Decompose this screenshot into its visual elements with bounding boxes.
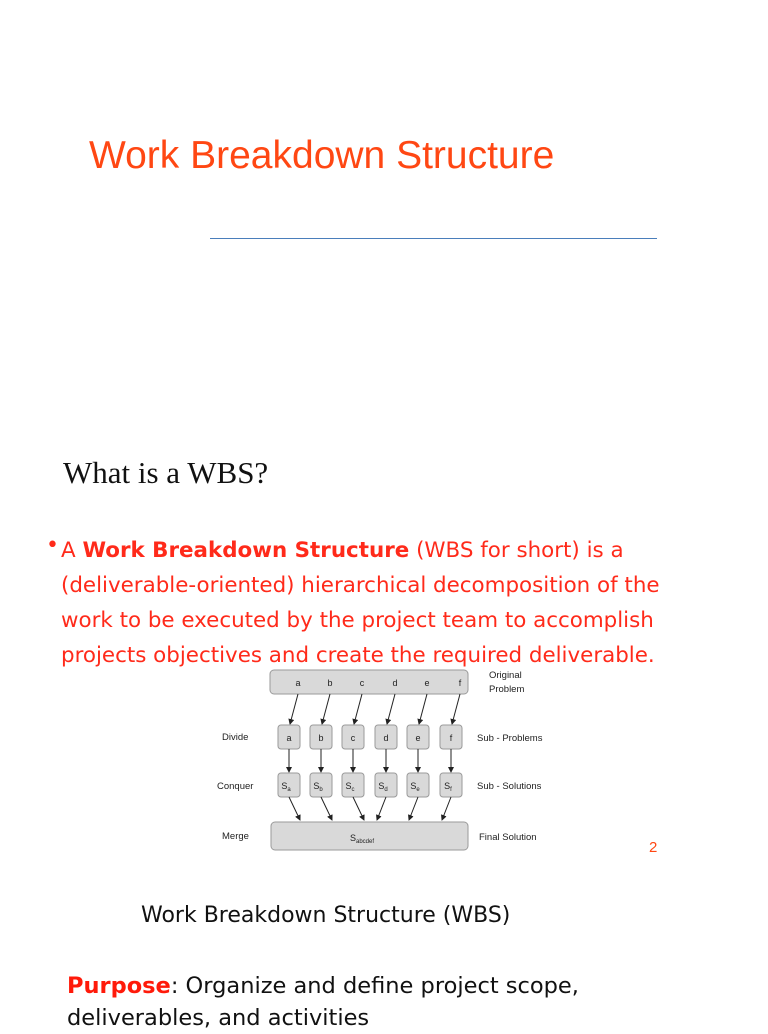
original-problem-letter: d <box>392 678 398 688</box>
page-number: 2 <box>649 839 658 856</box>
bullet-marker: • <box>46 533 59 558</box>
final-solution-label: Final Solution <box>479 832 537 843</box>
divide-arrow <box>452 694 460 724</box>
sub-problem-letter: d <box>383 733 389 743</box>
definition-paragraph <box>61 533 761 673</box>
original-problem-letter: b <box>327 678 333 688</box>
sub-problem-letter: f <box>449 733 453 743</box>
merge-arrow <box>442 797 451 820</box>
original-problem-letter: c <box>359 678 365 688</box>
sub-problem-letter: c <box>350 733 356 743</box>
merge-arrow <box>353 797 364 820</box>
merge-arrow <box>289 797 300 820</box>
merge-arrow <box>377 797 386 820</box>
sub-solution-label: $S_a$ <box>281 781 291 793</box>
merge-arrow <box>321 797 332 820</box>
caption-heading: Work Breakdown Structure (WBS) <box>141 903 511 928</box>
sub-solutions-label: Sub - Solutions <box>477 781 542 792</box>
divide-label: Divide <box>222 732 249 743</box>
divide-conquer-diagram <box>200 662 570 854</box>
original-problem-letter: e <box>424 678 430 688</box>
section-question-heading: What is a WBS? <box>63 455 269 490</box>
merge-arrow <box>409 797 418 820</box>
divide-arrow <box>354 694 362 724</box>
title-divider-rule <box>210 238 657 239</box>
purpose-text: : Organize and define project scope, <box>170 973 579 999</box>
definition-prefix: A <box>61 538 83 563</box>
definition-line4: projects objectives and create the required deliverable. <box>61 643 655 668</box>
divide-arrow <box>290 694 298 724</box>
original-problem-letter: a <box>295 678 301 688</box>
purpose-label: Purpose <box>67 973 171 999</box>
definition-line2: (deliverable-oriented) hierarchical decomposition of the <box>61 573 660 598</box>
sub-problems-label: Sub - Problems <box>477 733 543 744</box>
purpose-line2: deliverables, and activities <box>67 1005 370 1031</box>
conquer-label: Conquer <box>217 781 254 792</box>
divide-arrow <box>322 694 330 724</box>
sub-solution-label: $S_c$ <box>345 781 355 793</box>
final-solution-text: $S_{abcdef}$ <box>349 833 375 845</box>
sub-problem-letter: a <box>286 733 292 743</box>
definition-term: Work Breakdown Structure <box>82 538 410 563</box>
sub-problem-letter: e <box>415 733 421 743</box>
sub-solution-label: $S_b$ <box>313 781 323 793</box>
sub-solution-label: $S_f$ <box>444 781 452 793</box>
definition-rest-line1: (WBS for short) is a <box>409 538 624 563</box>
merge-label: Merge <box>222 831 249 842</box>
sub-solution-label: $S_d$ <box>378 781 388 793</box>
purpose-statement <box>67 970 757 1034</box>
sub-solution-label: $S_e$ <box>410 781 420 793</box>
original-problem-letter: f <box>458 678 462 688</box>
divide-arrow <box>419 694 427 724</box>
definition-line3: work to be executed by the project team to accomplish <box>61 608 654 633</box>
original-label-line1: Original <box>489 670 522 681</box>
sub-problem-letter: b <box>318 733 324 743</box>
divide-arrow <box>387 694 395 724</box>
final-solution-box <box>271 822 468 850</box>
slide-title: Work Breakdown Structure <box>89 134 555 177</box>
original-label-line2: Problem <box>489 684 525 695</box>
